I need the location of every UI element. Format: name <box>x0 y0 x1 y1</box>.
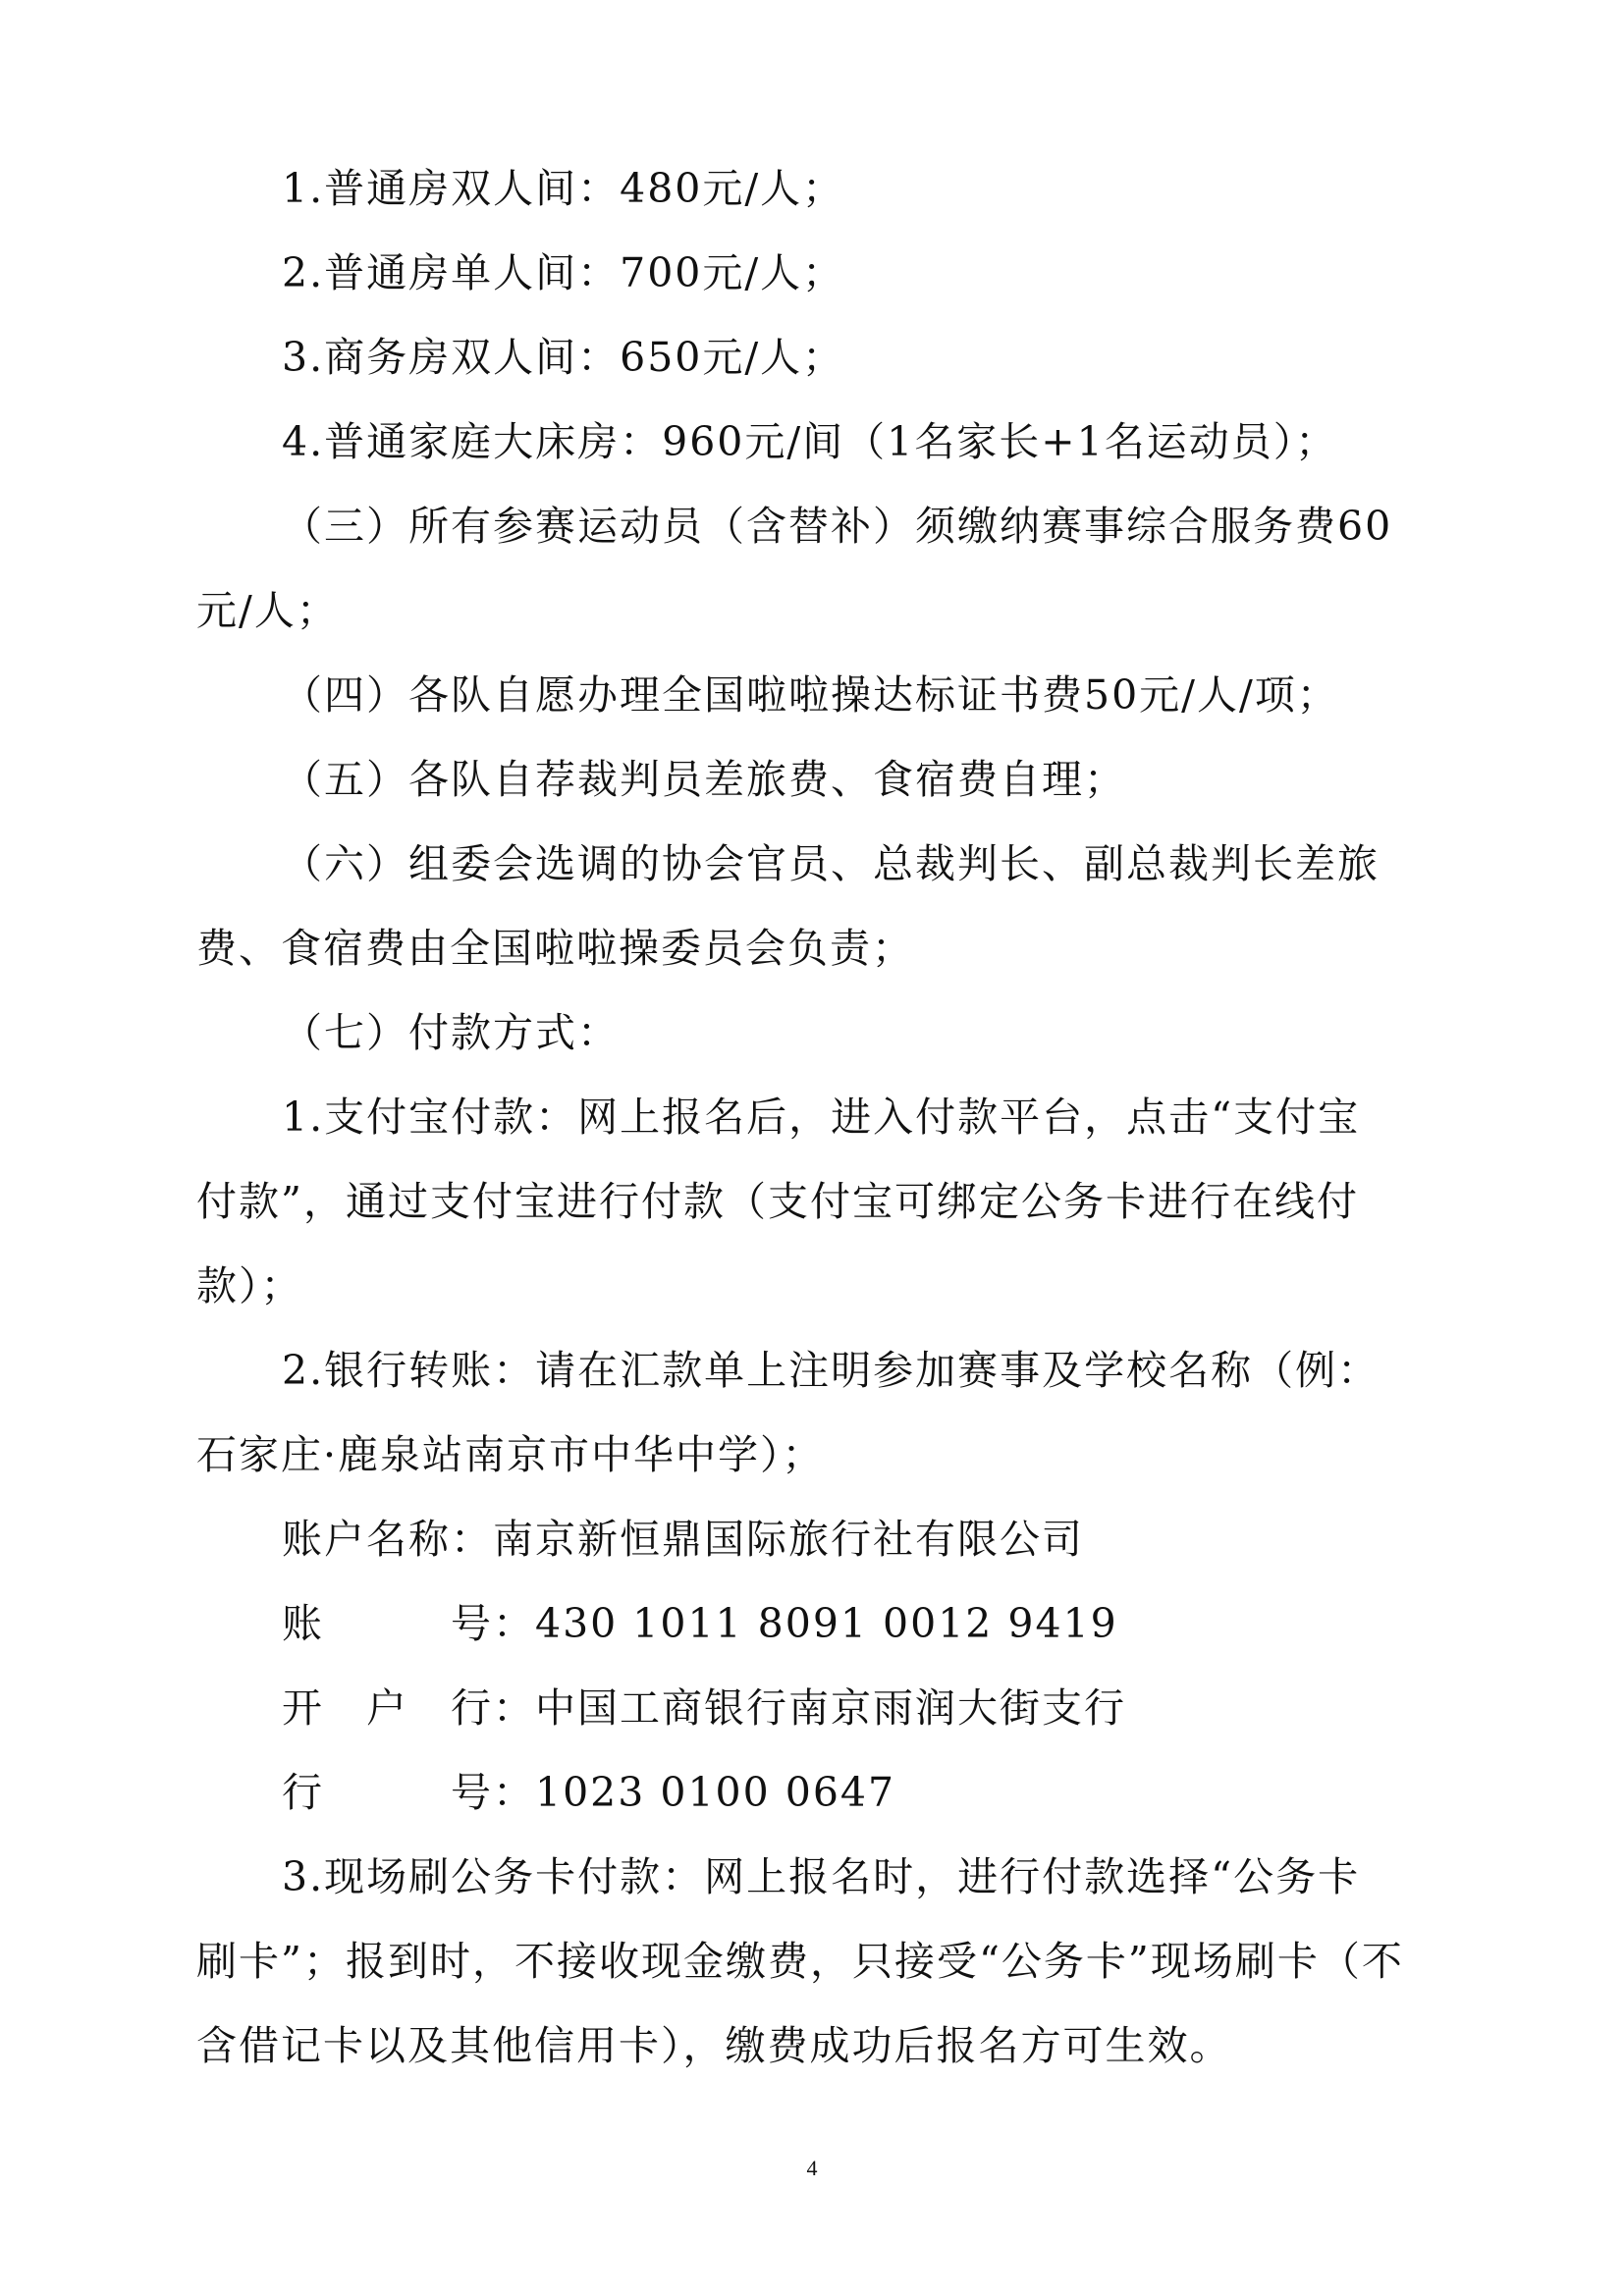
room-fee-item-4: 4.普通家庭大床房：960元/间（1名家长+1名运动员）； <box>282 418 1338 465</box>
account-number-line: 账 号：430 1011 8091 0012 9419 <box>282 1600 1118 1647</box>
room-fee-item-3: 3.商务房双人间：650元/人； <box>282 334 845 381</box>
alipay-paragraph-line-1: 1.支付宝付款：网上报名后，进入付款平台，点击“支付宝 <box>282 1094 1361 1141</box>
official-card-paragraph-line-3: 含借记卡以及其他信用卡），缴费成功后报名方可生效。 <box>196 2022 1232 2069</box>
room-fee-item-2: 2.普通房单人间：700元/人； <box>282 249 845 296</box>
referee-expense-paragraph: （五）各队自荐裁判员差旅费、食宿费自理； <box>282 756 1126 803</box>
opening-bank-line: 开 户 行：中国工商银行南京雨润大街支行 <box>282 1684 1126 1732</box>
service-fee-paragraph-line-1: （三）所有参赛运动员（含替补）须缴纳赛事综合服务费60 <box>282 503 1393 550</box>
certificate-fee-paragraph: （四）各队自愿办理全国啦啦操达标证书费50元/人/项； <box>282 671 1339 719</box>
account-name-line: 账户名称：南京新恒鼎国际旅行社有限公司 <box>282 1516 1084 1563</box>
official-expense-paragraph-line-2: 费、食宿费由全国啦啦操委员会负责； <box>196 925 914 972</box>
official-card-paragraph-line-1: 3.现场刷公务卡付款：网上报名时，进行付款选择“公务卡 <box>282 1853 1361 1900</box>
payment-methods-heading: （七）付款方式： <box>282 1009 620 1056</box>
alipay-paragraph-line-2: 付款”，通过支付宝进行付款（支付宝可绑定公务卡进行在线付 <box>196 1178 1359 1225</box>
room-fee-item-1: 1.普通房双人间：480元/人； <box>282 165 845 212</box>
official-card-paragraph-line-2: 刷卡”；报到时，不接收现金缴费，只接受“公务卡”现场刷卡（不 <box>196 1938 1404 1985</box>
service-fee-paragraph-line-2: 元/人； <box>196 587 339 634</box>
page-number: 4 <box>806 2156 818 2180</box>
bank-transfer-paragraph-line-1: 2.银行转账：请在汇款单上注明参加赛事及学校名称（例： <box>282 1347 1380 1394</box>
bank-code-line: 行 号：1023 0100 0647 <box>282 1769 896 1816</box>
official-expense-paragraph-line-1: （六）组委会选调的协会官员、总裁判长、副总裁判长差旅 <box>282 840 1380 887</box>
bank-transfer-paragraph-line-2: 石家庄·鹿泉站南京市中华中学）； <box>196 1431 825 1478</box>
alipay-paragraph-line-3: 款）； <box>196 1262 303 1309</box>
